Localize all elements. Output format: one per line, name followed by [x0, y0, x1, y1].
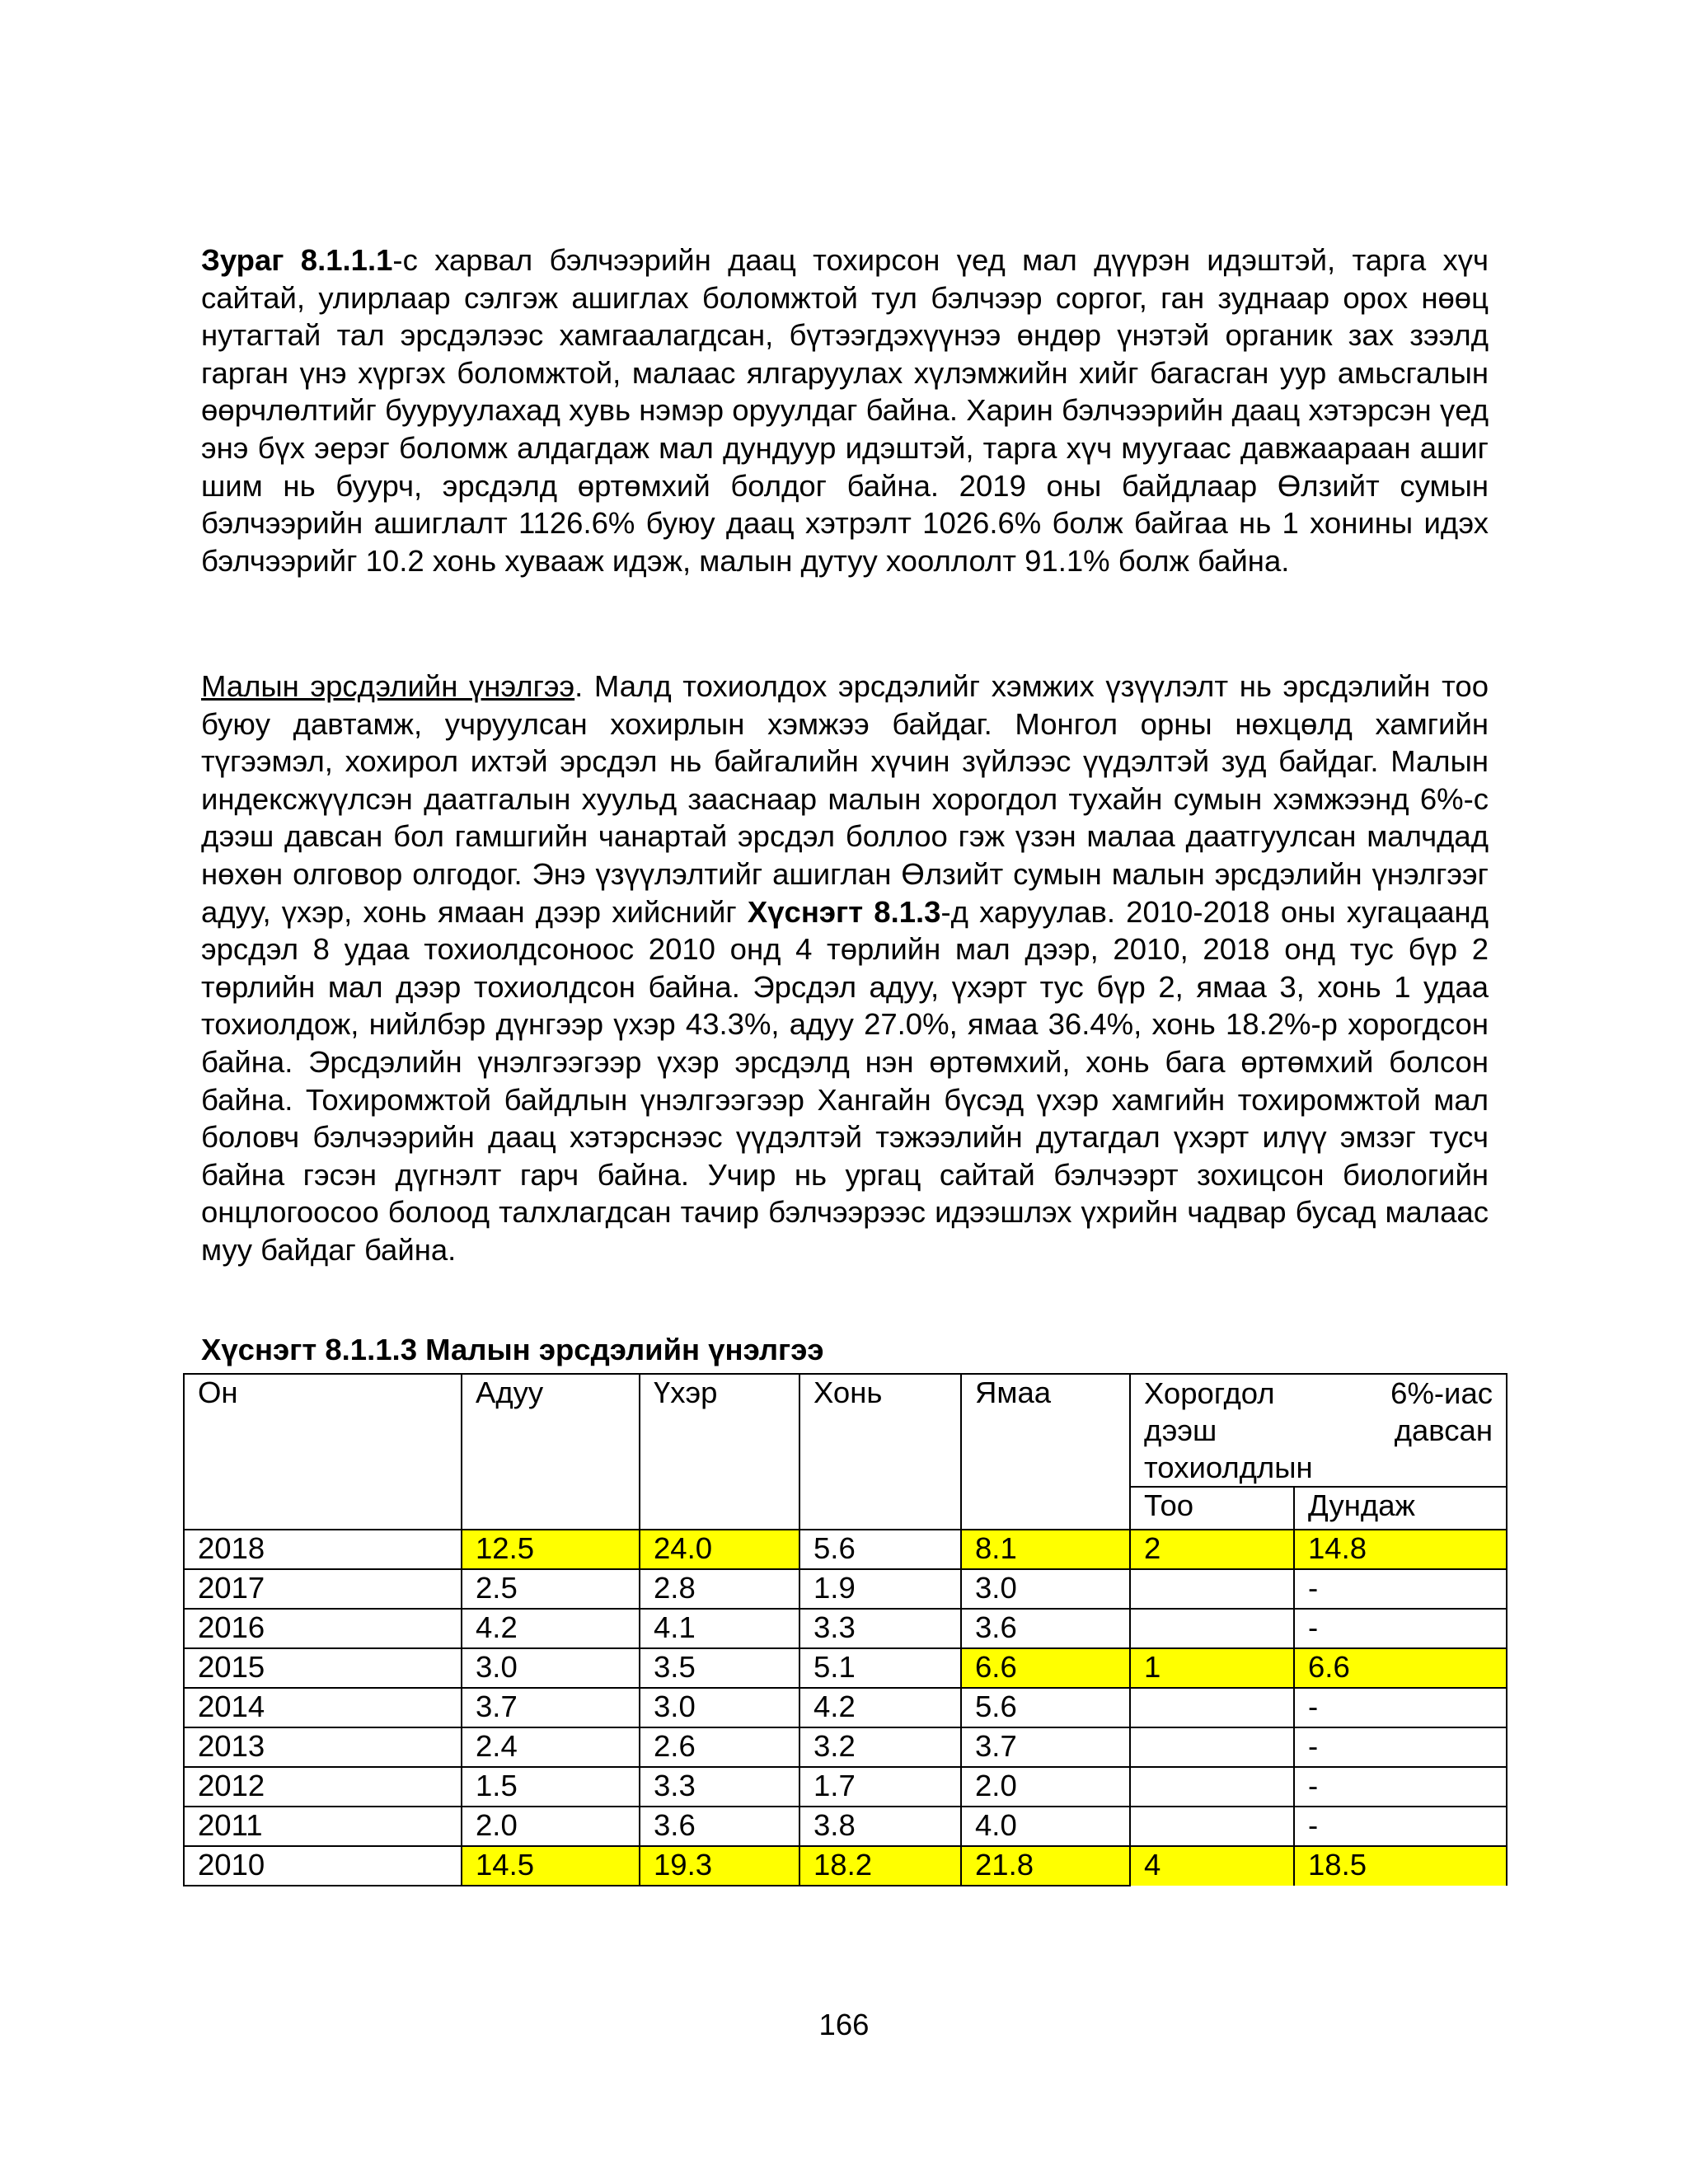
cell-horse: 1.5	[462, 1767, 640, 1807]
cell-sheep: 3.3	[799, 1609, 961, 1648]
cell-horse: 14.5	[462, 1846, 640, 1886]
header-group-word: тохиолдлын	[1144, 1451, 1313, 1484]
table-row	[184, 1530, 1507, 1569]
table-row	[184, 1609, 1507, 1648]
cell-count	[1130, 1727, 1294, 1767]
cell-goat: 3.6	[961, 1609, 1130, 1648]
header-year: Он	[184, 1374, 462, 1530]
cell-goat: 2.0	[961, 1767, 1130, 1807]
cell-goat: 8.1	[961, 1530, 1130, 1569]
cell-count: 4	[1130, 1846, 1294, 1886]
header-cattle: Үхэр	[640, 1374, 799, 1530]
cell-cattle: 4.1	[640, 1609, 799, 1648]
table-row	[184, 1569, 1507, 1609]
cell-count	[1130, 1569, 1294, 1609]
cell-count: 2	[1130, 1530, 1294, 1569]
cell-year: 2010	[184, 1846, 462, 1886]
header-group-word: Хорогдол	[1144, 1376, 1275, 1410]
cell-year: 2018	[184, 1530, 462, 1569]
header-group-word: 6%-иас	[1390, 1376, 1493, 1410]
cell-sheep: 5.1	[799, 1648, 961, 1688]
paragraph-text: -д харуулав. 2010-2018 оны хугацаанд эрсдэл 8 удаа тохиолдсоноос 2010 онд 4 төрлийн мал дээр, 2010, 2018 онд тус бүр 2 төрлийн мал дээр тохиолдсон байна. Эрсдэл адуу, үхэрт тус бүр 2, ямаа 3, хонь 1 удаа тохиолдож, нийлбэр дүнгээр үхэр 43.3%, адуу 27.0%, ямаа 36.4%, хонь 18.2%-р хорогдсон байна. Эрсдэлийн үнэлгээгээр үхэр эрсдэлд нэн өртөмхий, хонь бага өртөмхий болсон байна. Тохиромжтой байдлын үнэлгээгээр Хангайн бүсэд үхэр хамгийн тохиромжтой мал боловч бэлчээрийн даац хэтэрснээс үүдэлтэй тэжээлийн дутагдал үхэрт илүү эмзэг тусч байна гэсэн дүгнэлт гарч байна. Учир нь ургац сайтай бэлчээрт зохицсон биологийн онцлогоосоо болоод талхлагдсан тачир бэлчээрээс идээшлэх үхрийн чадвар бусад малаас муу байдаг байна.	[201, 894, 1489, 1267]
table-row	[184, 1648, 1507, 1688]
cell-goat: 5.6	[961, 1688, 1130, 1727]
cell-horse: 4.2	[462, 1609, 640, 1648]
cell-cattle: 2.8	[640, 1569, 799, 1609]
paragraph-pasture-capacity	[201, 241, 1489, 579]
cell-year: 2012	[184, 1767, 462, 1807]
cell-horse: 3.0	[462, 1648, 640, 1688]
cell-cattle: 24.0	[640, 1530, 799, 1569]
paragraph-text: . Малд тохиолдох эрсдэлийг хэмжих үзүүлэлт нь эрсдэлийн тоо буюу давтамж, учруулсан хохирлын хэмжээ байдаг. Монгол орны нөхцөлд хамгийн түгээмэл, хохирол ихтэй эрсдэл нь байгалийн хүчин зүйлээс үүдэлтэй зуд байдаг. Малын индексжүүлсэн даатгалын хуульд зааснаар малын хорогдол тухайн сумын хэмжээнд 6%-с дээш давсан бол гамшгийн чанартай эрсдэл боллоо гэж үзэн малаа даатгуулсан малчдад нөхөн олговор олгодог. Энэ үзүүлэлтийг ашиглан Өлзийт сумын малын эрсдэлийн үнэлгээг адуу, үхэр, хонь ямаан дээр хийснийг	[201, 669, 1489, 929]
cell-goat: 21.8	[961, 1846, 1130, 1886]
livestock-risk-table	[183, 1373, 1507, 1886]
cell-cattle: 3.5	[640, 1648, 799, 1688]
header-group-word: дээш	[1144, 1413, 1217, 1447]
cell-sheep: 4.2	[799, 1688, 961, 1727]
cell-cattle: 19.3	[640, 1846, 799, 1886]
cell-count	[1130, 1688, 1294, 1727]
cell-count: 1	[1130, 1648, 1294, 1688]
header-goat: Ямаа	[961, 1374, 1130, 1530]
cell-cattle: 3.6	[640, 1807, 799, 1846]
cell-sheep: 1.7	[799, 1767, 961, 1807]
cell-horse: 2.5	[462, 1569, 640, 1609]
cell-horse: 2.0	[462, 1807, 640, 1846]
cell-average: 18.5	[1294, 1846, 1507, 1886]
cell-horse: 12.5	[462, 1530, 640, 1569]
cell-year: 2015	[184, 1648, 462, 1688]
cell-year: 2013	[184, 1727, 462, 1767]
header-sheep: Хонь	[799, 1374, 961, 1530]
cell-average: -	[1294, 1807, 1507, 1846]
cell-average: -	[1294, 1727, 1507, 1767]
cell-horse: 2.4	[462, 1727, 640, 1767]
cell-cattle: 3.0	[640, 1688, 799, 1727]
cell-year: 2011	[184, 1807, 462, 1846]
cell-average: -	[1294, 1569, 1507, 1609]
paragraph-text: -с харвал бэлчээрийн даац тохирсон үед мал дүүрэн идэштэй, тарга хүч сайтай, улирлаар сэлгэж ашиглах боломжтой тул бэлчээр соргог, ган зуднаар орох нөөц нутагтай тал эрсдэлээс хамгаалагдсан, бүтээгдэхүүнээ өндөр үнэтэй органик зах зээлд гарган үнэ хүргэх боломжтой, малаас ялгаруулах хүлэмжийн хийг багасган уур амьсгалын өөрчлөлтийг бууруулахад хувь нэмэр оруулдаг байна. Харин бэлчээрийн даац хэтэрсэн үед энэ бүх эерэг боломж алдагдаж мал дундуур идэштэй, тарга хүч муугаас давжаараан ашиг шим нь буурч, эрсдэлд өртөмхий болдог байна. 2019 оны байдлаар Өлзийт сумын бэлчээрийн ашиглалт 1126.6% буюу даац хэтрэлт 1026.6% болж байгаа нь 1 хонины идэх бэлчээрийг 10.2 хонь хуваaж идэж, малын дутуу хооллолт 91.1% болж байна.	[201, 243, 1489, 578]
cell-count	[1130, 1767, 1294, 1807]
cell-sheep: 3.2	[799, 1727, 961, 1767]
cell-cattle: 3.3	[640, 1767, 799, 1807]
header-count: Тоо	[1130, 1487, 1294, 1530]
table-row	[184, 1846, 1507, 1886]
cell-average: -	[1294, 1688, 1507, 1727]
cell-count	[1130, 1807, 1294, 1846]
cell-cattle: 2.6	[640, 1727, 799, 1767]
cell-sheep: 1.9	[799, 1569, 961, 1609]
cell-average: 14.8	[1294, 1530, 1507, 1569]
cell-average: -	[1294, 1767, 1507, 1807]
header-average: Дундаж	[1294, 1487, 1507, 1530]
table-row	[184, 1767, 1507, 1807]
cell-goat: 3.0	[961, 1569, 1130, 1609]
cell-year: 2014	[184, 1688, 462, 1727]
table-row	[184, 1727, 1507, 1767]
table-row	[184, 1807, 1507, 1846]
cell-goat: 4.0	[961, 1807, 1130, 1846]
cell-count	[1130, 1609, 1294, 1648]
cell-sheep: 18.2	[799, 1846, 961, 1886]
header-horse: Адуу	[462, 1374, 640, 1530]
cell-sheep: 3.8	[799, 1807, 961, 1846]
cell-year: 2017	[184, 1569, 462, 1609]
cell-year: 2016	[184, 1609, 462, 1648]
cell-average: -	[1294, 1609, 1507, 1648]
table-header-row	[184, 1374, 1507, 1487]
table-caption: Хүснэгт 8.1.1.3 Малын эрсдэлийн үнэлгээ	[201, 1333, 824, 1366]
header-loss-exceeding-6pct	[1130, 1374, 1507, 1487]
table-row	[184, 1688, 1507, 1727]
cell-goat: 3.7	[961, 1727, 1130, 1767]
page-number: 166	[818, 2008, 870, 2041]
paragraph-risk-assessment	[201, 668, 1489, 1269]
cell-average: 6.6	[1294, 1648, 1507, 1688]
cell-goat: 6.6	[961, 1648, 1130, 1688]
header-group-word: давсан	[1394, 1413, 1493, 1447]
section-heading: Малын эрсдэлийн үнэлгээ	[201, 669, 575, 703]
cell-horse: 3.7	[462, 1688, 640, 1727]
table-reference: Хүснэгт 8.1.3	[747, 894, 941, 929]
cell-sheep: 5.6	[799, 1530, 961, 1569]
figure-reference: Зураг 8.1.1.1	[201, 243, 393, 277]
